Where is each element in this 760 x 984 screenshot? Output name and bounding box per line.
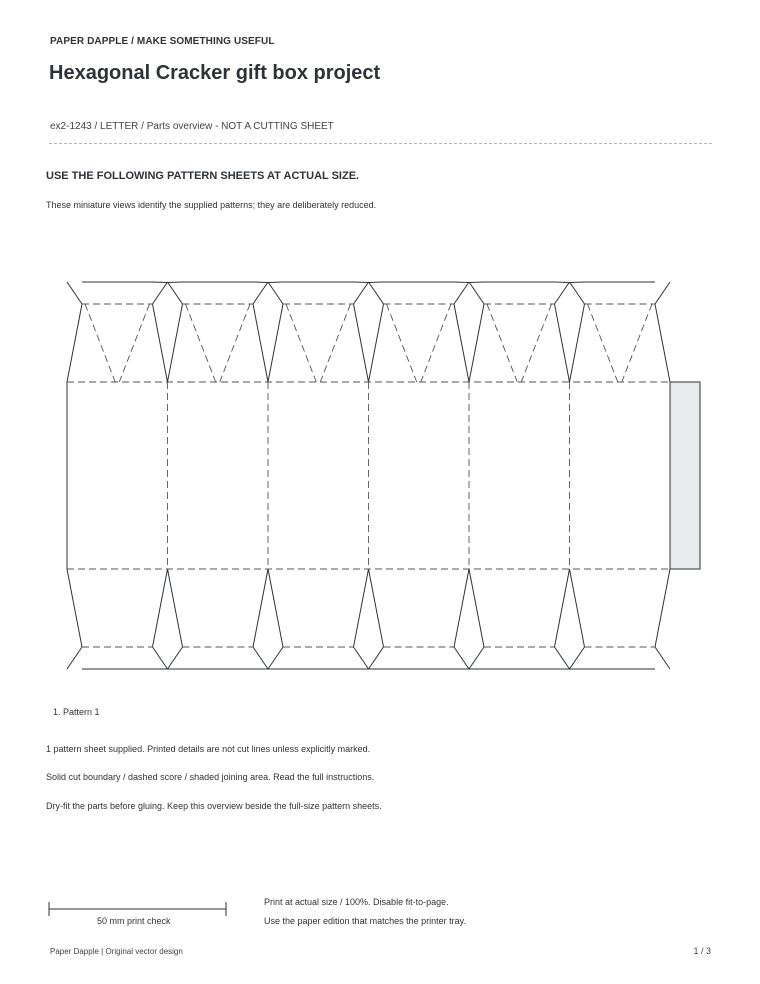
instruction-subtitle: These miniature views identify the supplied patterns; they are deliberately reduced.	[46, 200, 377, 210]
note-dry-fit: Dry-fit the parts before gluing. Keep this overview beside the full-size pattern sheets.	[46, 801, 382, 811]
page-number: 1 / 3	[693, 946, 711, 956]
instruction-heading: USE THE FOLLOWING PATTERN SHEETS AT ACTUAL SIZE.	[46, 170, 360, 182]
footer-credit: Paper Dapple | Original vector design	[50, 947, 183, 956]
page-title: Hexagonal Cracker gift box project	[49, 62, 381, 84]
note-legend: Solid cut boundary / dashed score / shaded joining area. Read the full instructions.	[46, 772, 375, 782]
pattern-caption: 1. Pattern 1	[53, 707, 100, 717]
scale-bar-label: 50 mm print check	[97, 916, 171, 926]
brand-breadcrumb: PAPER DAPPLE / MAKE SOMETHING USEFUL	[50, 36, 275, 47]
note-sheets: 1 pattern sheet supplied. Printed details are not cut lines unless explicitly marked.	[46, 744, 371, 754]
print-instruction: Print at actual size / 100%. Disable fit-to-page.	[264, 897, 449, 907]
document-meta: ex2-1243 / LETTER / Parts overview - NOT A CUTTING SHEET	[50, 121, 334, 132]
paper-instruction: Use the paper edition that matches the printer tray.	[264, 916, 466, 926]
